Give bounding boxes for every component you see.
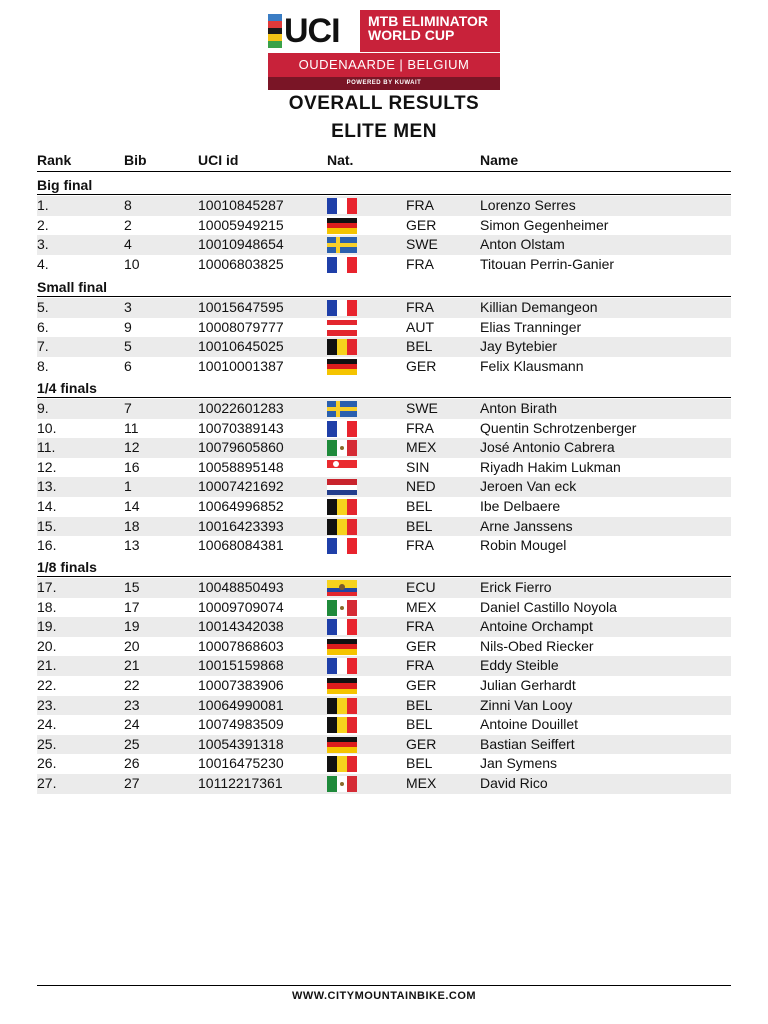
table-row — [37, 196, 731, 216]
cell-bib: 24 — [124, 716, 140, 733]
cell-uci-id: 10074983509 — [198, 716, 284, 733]
cell-name: Riyadh Hakim Lukman — [480, 458, 621, 475]
cell-bib: 17 — [124, 598, 140, 615]
cell-bib: 22 — [124, 677, 140, 693]
cell-rank: 13. — [37, 478, 57, 495]
cell-rank: 11. — [37, 439, 56, 456]
ned-flag-icon — [327, 477, 357, 496]
cell-name: Daniel Castillo Noyola — [480, 598, 617, 615]
cell-uci-id: 10064996852 — [198, 498, 284, 514]
cell-rank: 5. — [37, 299, 49, 315]
cell-rank: 19. — [37, 618, 57, 635]
cell-nat-code: BEL — [406, 517, 433, 534]
footer-divider — [37, 985, 731, 986]
cell-uci-id: 10064990081 — [198, 696, 284, 713]
cell-uci-id: 10015647595 — [198, 299, 284, 315]
cell-nat-code: SWE — [406, 400, 438, 416]
bel-flag-icon — [327, 715, 357, 734]
cell-uci-id: 10005949215 — [198, 216, 284, 233]
table-row — [37, 715, 731, 735]
swe-flag-icon — [327, 399, 357, 418]
event-country: BELGIUM — [407, 57, 470, 72]
cell-nat-code: GER — [406, 216, 437, 233]
fra-flag-icon — [327, 656, 357, 675]
cell-name: Lorenzo Serres — [480, 197, 576, 213]
cell-name: Zinni Van Looy — [480, 696, 573, 713]
table-row — [37, 637, 731, 657]
cell-nat-code: MEX — [406, 598, 437, 615]
bel-flag-icon — [327, 517, 357, 536]
bel-flag-icon — [327, 696, 357, 715]
cell-name: Quentin Schrotzenberger — [480, 419, 637, 436]
ger-flag-icon — [327, 676, 357, 695]
cell-name: José Antonio Cabrera — [480, 439, 615, 456]
table-row — [37, 774, 731, 794]
group-title: 1/8 finals — [37, 557, 731, 577]
cell-nat-code: GER — [406, 735, 437, 752]
cell-bib: 23 — [124, 696, 140, 713]
cell-bib: 5 — [124, 338, 132, 355]
rainbow-stripes — [268, 14, 282, 48]
table-row — [37, 517, 731, 537]
event-logo — [268, 10, 500, 90]
table-row — [37, 754, 731, 774]
header-bib: Bib — [124, 152, 147, 168]
header-uci-id: UCI id — [198, 152, 239, 168]
cell-uci-id: 10016423393 — [198, 517, 284, 534]
sin-flag-icon — [327, 458, 357, 477]
cell-uci-id: 10010948654 — [198, 236, 284, 253]
cell-rank: 16. — [37, 537, 57, 554]
cell-nat-code: AUT — [406, 318, 434, 335]
cell-rank: 4. — [37, 255, 49, 272]
cell-bib: 12 — [124, 439, 140, 456]
table-row — [37, 617, 731, 637]
cell-rank: 2. — [37, 216, 49, 233]
event-name-line2: WORLD CUP — [368, 27, 455, 43]
cell-rank: 10. — [37, 419, 57, 436]
cell-nat-code: MEX — [406, 439, 437, 456]
cell-nat-code: FRA — [406, 419, 434, 436]
table-row — [37, 357, 731, 377]
swe-flag-icon — [327, 235, 357, 254]
ger-flag-icon — [327, 357, 357, 376]
mex-flag-icon — [327, 598, 357, 617]
cell-name: Felix Klausmann — [480, 357, 584, 374]
table-row — [37, 255, 731, 275]
cell-nat-code: BEL — [406, 755, 433, 772]
cell-bib: 25 — [124, 735, 140, 752]
cell-bib: 4 — [124, 236, 132, 253]
cell-nat-code: GER — [406, 357, 437, 374]
page-subtitle: ELITE MEN — [331, 121, 437, 142]
cell-nat-code: SWE — [406, 236, 438, 253]
table-row — [37, 216, 731, 236]
cell-uci-id: 10007383906 — [198, 677, 284, 693]
cell-nat-code: FRA — [406, 255, 434, 272]
cell-name: Ibe Delbaere — [480, 498, 561, 514]
cell-nat-code: GER — [406, 677, 437, 693]
cell-bib: 1 — [124, 478, 132, 495]
cell-name: Antoine Douillet — [480, 716, 579, 733]
cell-name: Julian Gerhardt — [480, 677, 576, 693]
cell-nat-code: MEX — [406, 775, 437, 791]
fra-flag-icon — [327, 419, 357, 438]
cell-nat-code: FRA — [406, 299, 434, 315]
cell-uci-id: 10010001387 — [198, 357, 284, 374]
location-separator: | — [399, 57, 404, 72]
table-row — [37, 419, 731, 439]
table-row — [37, 318, 731, 338]
cell-bib: 16 — [124, 458, 140, 475]
cell-name: Titouan Perrin-Ganier — [480, 255, 615, 272]
cell-rank: 9. — [37, 400, 49, 416]
cell-rank: 6. — [37, 318, 49, 335]
header-name: Name — [480, 152, 519, 168]
cell-rank: 7. — [37, 338, 49, 355]
fra-flag-icon — [327, 196, 357, 215]
sponsor-line: POWERED BY KUWAIT — [268, 77, 500, 90]
cell-uci-id: 10070389143 — [198, 419, 284, 436]
ger-flag-icon — [327, 216, 357, 235]
header-rank: Rank — [37, 152, 72, 168]
cell-rank: 21. — [37, 657, 57, 674]
cell-nat-code: FRA — [406, 197, 434, 213]
cell-uci-id: 10010645025 — [198, 338, 284, 355]
cell-rank: 25. — [37, 735, 57, 752]
cell-uci-id: 10015159868 — [198, 657, 284, 674]
ger-flag-icon — [327, 735, 357, 754]
table-row — [37, 235, 731, 255]
mex-flag-icon — [327, 438, 357, 457]
cell-uci-id: 10008079777 — [198, 318, 284, 335]
cell-uci-id: 10010845287 — [198, 197, 284, 213]
cell-name: Arne Janssens — [480, 517, 573, 534]
cell-name: Jay Bytebier — [480, 338, 558, 355]
cell-bib: 8 — [124, 197, 132, 213]
bel-flag-icon — [327, 497, 357, 516]
ger-flag-icon — [327, 637, 357, 656]
cell-uci-id: 10054391318 — [198, 735, 284, 752]
cell-name: Anton Birath — [480, 400, 558, 416]
cell-name: Jan Symens — [480, 755, 558, 772]
cell-name: Killian Demangeon — [480, 299, 598, 315]
cell-rank: 24. — [37, 716, 57, 733]
table-header — [37, 152, 731, 172]
cell-bib: 20 — [124, 637, 140, 654]
uci-logo — [268, 10, 360, 52]
cell-nat-code: BEL — [406, 338, 433, 355]
table-row — [37, 676, 731, 696]
cell-rank: 18. — [37, 598, 57, 615]
fra-flag-icon — [327, 298, 357, 317]
event-name-line1: MTB ELIMINATOR — [368, 13, 489, 29]
cell-nat-code: BEL — [406, 498, 433, 514]
cell-rank: 14. — [37, 498, 57, 514]
cell-bib: 6 — [124, 357, 132, 374]
cell-name: Nils-Obed Riecker — [480, 637, 594, 654]
event-location — [268, 52, 500, 77]
ecu-flag-icon — [327, 578, 357, 597]
table-row — [37, 399, 731, 419]
uci-wordmark: UCI — [284, 12, 340, 50]
cell-rank: 23. — [37, 696, 57, 713]
table-row — [37, 735, 731, 755]
cell-name: Antoine Orchampt — [480, 618, 593, 635]
cell-name: Robin Mougel — [480, 537, 567, 554]
group-title: Big final — [37, 175, 731, 195]
table-row — [37, 458, 731, 478]
cell-uci-id: 10009709074 — [198, 598, 284, 615]
table-row — [37, 477, 731, 497]
event-name — [360, 10, 500, 52]
cell-bib: 14 — [124, 498, 140, 514]
cell-uci-id: 10112217361 — [198, 775, 283, 791]
cell-name: Simon Gegenheimer — [480, 216, 609, 233]
cell-bib: 21 — [124, 657, 140, 674]
cell-bib: 18 — [124, 517, 140, 534]
cell-bib: 26 — [124, 755, 140, 772]
table-row — [37, 598, 731, 618]
cell-nat-code: FRA — [406, 657, 434, 674]
footer-url: WWW.CITYMOUNTAINBIKE.COM — [291, 990, 477, 1002]
table-row — [37, 497, 731, 517]
cell-bib: 7 — [124, 400, 132, 416]
table-row — [37, 298, 731, 318]
cell-uci-id: 10058895148 — [198, 458, 284, 475]
fra-flag-icon — [327, 255, 357, 274]
table-row — [37, 536, 731, 556]
cell-name: David Rico — [480, 775, 548, 791]
mex-flag-icon — [327, 774, 357, 793]
cell-uci-id: 10079605860 — [198, 439, 284, 456]
fra-flag-icon — [327, 536, 357, 555]
cell-rank: 22. — [37, 677, 57, 693]
cell-bib: 13 — [124, 537, 140, 554]
group-title: 1/4 finals — [37, 378, 731, 398]
cell-name: Elias Tranninger — [480, 318, 582, 335]
cell-nat-code: FRA — [406, 537, 434, 554]
table-row — [37, 438, 731, 458]
cell-nat-code: SIN — [406, 458, 430, 475]
cell-rank: 20. — [37, 637, 57, 654]
cell-nat-code: BEL — [406, 696, 433, 713]
cell-rank: 3. — [37, 236, 49, 253]
bel-flag-icon — [327, 337, 357, 356]
table-row — [37, 337, 731, 357]
cell-bib: 2 — [124, 216, 132, 233]
cell-name: Bastian Seiffert — [480, 735, 575, 752]
cell-uci-id: 10014342038 — [198, 618, 284, 635]
cell-nat-code: GER — [406, 637, 437, 654]
cell-bib: 11 — [124, 419, 139, 436]
fra-flag-icon — [327, 617, 357, 636]
cell-nat-code: ECU — [406, 579, 436, 595]
table-row — [37, 656, 731, 676]
event-city: OUDENAARDE — [298, 57, 396, 72]
cell-uci-id: 10007868603 — [198, 637, 284, 654]
aut-flag-icon — [327, 318, 357, 337]
cell-uci-id: 10068084381 — [198, 537, 284, 554]
cell-name: Anton Olstam — [480, 236, 565, 253]
cell-bib: 10 — [124, 255, 140, 272]
cell-uci-id: 10022601283 — [198, 400, 284, 416]
cell-nat-code: BEL — [406, 716, 433, 733]
page-title: OVERALL RESULTS — [288, 93, 480, 114]
cell-name: Eddy Steible — [480, 657, 559, 674]
bel-flag-icon — [327, 754, 357, 773]
group-title: Small final — [37, 277, 731, 297]
cell-bib: 15 — [124, 579, 140, 595]
cell-uci-id: 10016475230 — [198, 755, 284, 772]
cell-bib: 19 — [124, 618, 140, 635]
cell-uci-id: 10007421692 — [198, 478, 284, 495]
header-nat: Nat. — [327, 152, 354, 168]
cell-rank: 15. — [37, 517, 57, 534]
cell-nat-code: FRA — [406, 618, 434, 635]
cell-rank: 8. — [37, 357, 49, 374]
table-row — [37, 696, 731, 716]
cell-name: Jeroen Van eck — [480, 478, 577, 495]
cell-rank: 1. — [37, 197, 49, 213]
cell-bib: 3 — [124, 299, 132, 315]
cell-rank: 26. — [37, 755, 57, 772]
cell-uci-id: 10006803825 — [198, 255, 284, 272]
cell-bib: 9 — [124, 318, 132, 335]
cell-rank: 27. — [37, 775, 57, 791]
cell-rank: 12. — [37, 458, 57, 475]
cell-name: Erick Fierro — [480, 579, 552, 595]
table-row — [37, 578, 731, 598]
cell-rank: 17. — [37, 579, 57, 595]
cell-uci-id: 10048850493 — [198, 579, 284, 595]
cell-bib: 27 — [124, 775, 140, 791]
cell-nat-code: NED — [406, 478, 436, 495]
